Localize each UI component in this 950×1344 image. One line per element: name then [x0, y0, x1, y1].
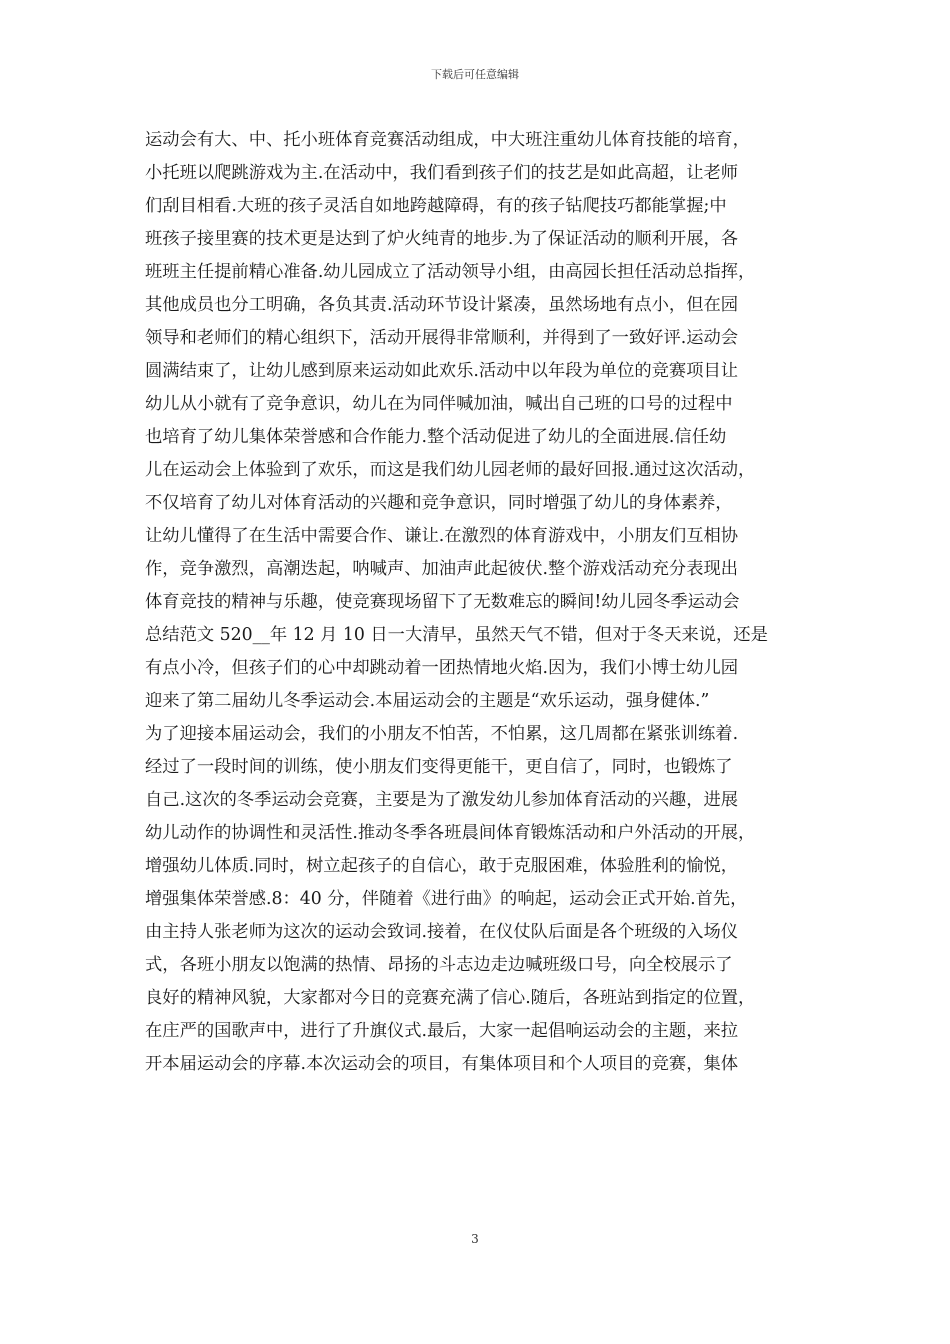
- text-line: 班孩子接里赛的技术更是达到了炉火纯青的地步.为了保证活动的顺利开展，各: [145, 229, 739, 249]
- text-line: 迎来了第二届幼儿冬季运动会.本届运动会的主题是“欢乐运动，强身健体.”: [145, 691, 710, 711]
- text-line: 运动会有大、中、托小班体育竞赛活动组成，中大班注重幼儿体育技能的培育，: [145, 130, 750, 150]
- page-header: 下载后可任意编辑: [431, 68, 519, 81]
- page-number: 3: [471, 1232, 479, 1246]
- text-line: 增强集体荣誉感.8：40 分，伴随着《进行曲》的响起，运动会正式开始.首先，: [145, 889, 748, 909]
- text-line: 总结范文 520__年 12 月 10 日一大清早，虽然天气不错，但对于冬天来说，还是: [145, 625, 768, 645]
- text-line: 式，各班小朋友以饱满的热情、昂扬的斗志边走边喊班级口号，向全校展示了: [145, 955, 733, 975]
- text-line: 其他成员也分工明确，各负其责.活动环节设计紧凑，虽然场地有点小，但在园: [145, 295, 739, 315]
- text-line: 儿在运动会上体验到了欢乐，而这是我们幼儿园老师的最好回报.通过这次活动，: [145, 460, 756, 480]
- text-line: 班班主任提前精心准备.幼儿园成立了活动领导小组，由高园长担任活动总指挥，: [145, 262, 756, 282]
- body-text: [145, 124, 825, 1081]
- text-line: 在庄严的国歌声中，进行了升旗仪式.最后，大家一起倡响运动会的主题，来拉: [145, 1021, 739, 1041]
- text-line: 自己.这次的冬季运动会竞赛，主要是为了激发幼儿参加体育活动的兴趣，进展: [145, 790, 739, 810]
- text-line: 由主持人张老师为这次的运动会致词.接着，在仪仗队后面是各个班级的入场仪: [145, 922, 739, 942]
- text-line: 领导和老师们的精心组织下，活动开展得非常顺利，并得到了一致好评.运动会: [145, 328, 739, 348]
- text-line: 们刮目相看.大班的孩子灵活自如地跨越障碍，有的孩子钻爬技巧都能掌握;中: [145, 196, 727, 216]
- text-line: 圆满结束了，让幼儿感到原来运动如此欢乐.活动中以年段为单位的竞赛项目让: [145, 361, 739, 381]
- text-line: 良好的精神风貌，大家都对今日的竞赛充满了信心.随后，各班站到指定的位置，: [145, 988, 756, 1008]
- text-line: 有点小冷，但孩子们的心中却跳动着一团热情地火焰.因为，我们小博士幼儿园: [145, 658, 739, 678]
- text-line: 体育竞技的精神与乐趣，使竞赛现场留下了无数难忘的瞬间!幼儿园冬季运动会: [145, 592, 740, 612]
- text-line: 为了迎接本届运动会，我们的小朋友不怕苦，不怕累，这几周都在紧张训练着.: [145, 724, 739, 744]
- text-line: 幼儿动作的协调性和灵活性.推动冬季各班晨间体育锻炼活动和户外活动的开展，: [145, 823, 756, 843]
- text-line: 作，竞争激烈，高潮迭起，呐喊声、加油声此起彼伏.整个游戏活动充分表现出: [145, 559, 739, 579]
- text-line: 让幼儿懂得了在生活中需要合作、谦让.在激烈的体育游戏中，小朋友们互相协: [145, 526, 739, 546]
- text-line: 也培育了幼儿集体荣誉感和合作能力.整个活动促进了幼儿的全面进展.信任幼: [145, 427, 727, 447]
- text-line: 增强幼儿体质.同时，树立起孩子的自信心，敢于克服困难，体验胜利的愉悦，: [145, 856, 739, 876]
- text-line: 幼儿从小就有了竞争意识，幼儿在为同伴喊加油，喊出自己班的口号的过程中: [145, 394, 733, 414]
- text-line: 开本届运动会的序幕.本次运动会的项目，有集体项目和个人项目的竞赛，集体: [145, 1054, 739, 1074]
- text-line: 小托班以爬跳游戏为主.在活动中，我们看到孩子们的技艺是如此高超，让老师: [145, 163, 739, 183]
- text-line: 不仅培育了幼儿对体育活动的兴趣和竞争意识，同时增强了幼儿的身体素养，: [145, 493, 733, 513]
- text-line: 经过了一段时间的训练，使小朋友们变得更能干，更自信了，同时，也锻炼了: [145, 757, 733, 777]
